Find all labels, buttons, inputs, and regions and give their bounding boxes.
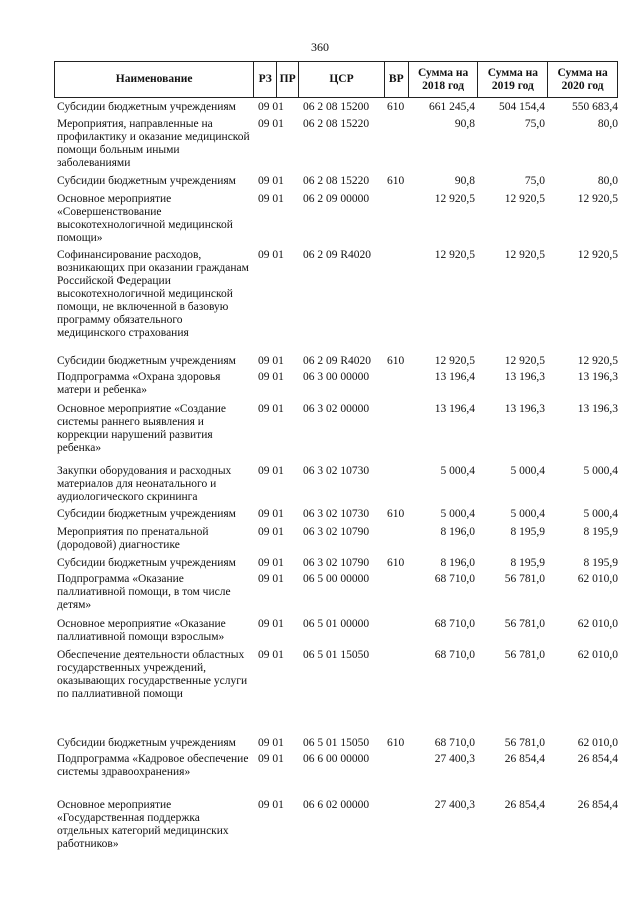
row-sum-2019: 56 781,0 <box>504 618 545 630</box>
row-rz-pr: 09 01 <box>258 753 284 765</box>
row-name: Основное мероприятие «Государственная поддержка отдельных категорий медицинских работников» <box>57 799 229 850</box>
page-number: 360 <box>311 40 329 54</box>
header-rz: РЗ <box>254 62 277 97</box>
row-csr: 06 3 00 00000 <box>303 371 370 383</box>
row-sum-2018: 12 920,5 <box>434 249 475 261</box>
row-sum-2020: 13 196,3 <box>577 403 618 415</box>
row-sum-2019: 12 920,5 <box>504 193 545 205</box>
row-sum-2019: 56 781,0 <box>504 649 545 661</box>
row-rz-pr: 09 01 <box>258 175 284 187</box>
row-name: Субсидии бюджетным учреждениям <box>57 737 236 749</box>
row-csr: 06 2 08 15220 <box>303 175 370 187</box>
row-sum-2018: 8 196,0 <box>440 526 475 538</box>
row-rz-pr: 09 01 <box>258 465 284 477</box>
row-rz-pr: 09 01 <box>258 557 284 569</box>
header-vr: ВР <box>385 62 409 97</box>
row-sum-2018: 68 710,0 <box>434 618 475 630</box>
row-sum-2019: 56 781,0 <box>504 737 545 749</box>
row-sum-2019: 75,0 <box>524 118 545 130</box>
row-sum-2019: 13 196,3 <box>504 371 545 383</box>
row-sum-2020: 80,0 <box>597 175 618 187</box>
row-rz-pr: 09 01 <box>258 799 284 811</box>
row-sum-2018: 12 920,5 <box>434 193 475 205</box>
row-csr: 06 5 00 00000 <box>303 573 370 585</box>
row-sum-2020: 8 195,9 <box>583 557 618 569</box>
row-sum-2020: 62 010,0 <box>577 618 618 630</box>
row-name: Субсидии бюджетным учреждениям <box>57 175 236 187</box>
row-vr: 610 <box>387 557 405 569</box>
row-rz-pr: 09 01 <box>258 193 284 205</box>
table-row <box>54 249 618 355</box>
row-sum-2019: 56 781,0 <box>504 573 545 585</box>
budget-table <box>54 61 618 859</box>
row-name: Субсидии бюджетным учреждениям <box>57 355 236 367</box>
row-csr: 06 5 01 15050 <box>303 649 370 661</box>
header-pr: ПР <box>277 62 299 97</box>
table-row <box>54 101 618 118</box>
row-sum-2019: 13 196,3 <box>504 403 545 415</box>
table-row <box>54 753 618 799</box>
row-csr: 06 2 09 R4020 <box>303 249 372 261</box>
row-vr: 610 <box>387 508 405 520</box>
row-sum-2020: 80,0 <box>597 118 618 130</box>
table-body <box>54 101 618 859</box>
table-row <box>54 557 618 573</box>
row-sum-2020: 13 196,3 <box>577 371 618 383</box>
table-row <box>54 371 618 403</box>
row-csr: 06 2 09 00000 <box>303 193 370 205</box>
row-rz-pr: 09 01 <box>258 101 284 113</box>
row-sum-2019: 12 920,5 <box>504 355 545 367</box>
row-sum-2020: 62 010,0 <box>577 573 618 585</box>
row-csr: 06 2 08 15200 <box>303 101 370 113</box>
row-rz-pr: 09 01 <box>258 508 284 520</box>
row-vr: 610 <box>387 737 405 749</box>
row-sum-2019: 75,0 <box>524 175 545 187</box>
row-sum-2020: 12 920,5 <box>577 249 618 261</box>
row-name: Субсидии бюджетным учреждениям <box>57 557 236 569</box>
row-sum-2018: 12 920,5 <box>434 355 475 367</box>
table-row <box>54 465 618 508</box>
table-row <box>54 355 618 371</box>
row-rz-pr: 09 01 <box>258 403 284 415</box>
row-sum-2018: 13 196,4 <box>434 371 475 383</box>
row-rz-pr: 09 01 <box>258 618 284 630</box>
row-sum-2018: 5 000,4 <box>440 465 475 477</box>
row-sum-2020: 26 854,4 <box>577 753 618 765</box>
row-sum-2020: 12 920,5 <box>577 355 618 367</box>
row-vr: 610 <box>387 355 405 367</box>
table-row <box>54 618 618 649</box>
header-name: Наименование <box>55 62 254 97</box>
table-row <box>54 175 618 193</box>
header-csr: ЦСР <box>299 62 385 97</box>
row-sum-2018: 68 710,0 <box>434 737 475 749</box>
row-sum-2020: 550 683,4 <box>572 101 618 113</box>
row-name: Мероприятия, направленные на профилактику и оказание медицинской помощи больным иными заболеваниями <box>57 118 250 169</box>
row-csr: 06 3 02 10730 <box>303 465 370 477</box>
row-sum-2019: 504 154,4 <box>499 101 545 113</box>
row-vr: 610 <box>387 175 405 187</box>
row-rz-pr: 09 01 <box>258 573 284 585</box>
row-sum-2018: 68 710,0 <box>434 649 475 661</box>
table-row <box>54 508 618 526</box>
row-csr: 06 3 02 00000 <box>303 403 370 415</box>
table-row <box>54 573 618 618</box>
row-name: Основное мероприятие «Совершенствование высокотехнологичной медицинской помощи» <box>57 193 233 244</box>
row-rz-pr: 09 01 <box>258 649 284 661</box>
row-csr: 06 5 01 00000 <box>303 618 370 630</box>
table-row <box>54 799 618 859</box>
table-header <box>54 61 618 98</box>
row-sum-2020: 8 195,9 <box>583 526 618 538</box>
row-name: Основное мероприятие «Создание системы раннего выявления и коррекции нарушений развития ребенка» <box>57 403 227 454</box>
table-row <box>54 649 618 737</box>
row-name: Обеспечение деятельности областных государственных учреждений, оказывающих государственные услуги по паллиативной помощи <box>57 649 248 700</box>
row-csr: 06 3 02 10790 <box>303 557 370 569</box>
row-name: Подпрограмма «Кадровое обеспечение системы здравоохранения» <box>57 753 249 778</box>
row-rz-pr: 09 01 <box>258 118 284 130</box>
row-sum-2018: 8 196,0 <box>440 557 475 569</box>
row-sum-2018: 13 196,4 <box>434 403 475 415</box>
row-sum-2019: 26 854,4 <box>504 753 545 765</box>
row-sum-2019: 8 195,9 <box>510 557 545 569</box>
row-sum-2019: 26 854,4 <box>504 799 545 811</box>
table-row <box>54 737 618 753</box>
row-rz-pr: 09 01 <box>258 526 284 538</box>
row-name: Софинансирование расходов, возникающих при оказании гражданам Российской Федерации высокотехнологичной медицинской помощи, не включенной в базовую программу обязательного медицинского страхования <box>57 249 249 339</box>
table-row <box>54 403 618 465</box>
row-sum-2018: 5 000,4 <box>440 508 475 520</box>
row-sum-2020: 62 010,0 <box>577 649 618 661</box>
row-rz-pr: 09 01 <box>258 355 284 367</box>
row-sum-2018: 661 245,4 <box>429 101 475 113</box>
row-csr: 06 6 02 00000 <box>303 799 370 811</box>
row-sum-2018: 90,8 <box>454 175 475 187</box>
row-rz-pr: 09 01 <box>258 737 284 749</box>
row-sum-2020: 5 000,4 <box>583 465 618 477</box>
row-name: Субсидии бюджетным учреждениям <box>57 101 236 113</box>
header-sum-2020: Сумма на 2020 год <box>557 66 608 92</box>
row-csr: 06 5 01 15050 <box>303 737 370 749</box>
row-sum-2019: 5 000,4 <box>510 465 545 477</box>
row-sum-2020: 5 000,4 <box>583 508 618 520</box>
row-vr: 610 <box>387 101 405 113</box>
row-csr: 06 3 02 10730 <box>303 508 370 520</box>
row-csr: 06 3 02 10790 <box>303 526 370 538</box>
row-sum-2019: 5 000,4 <box>510 508 545 520</box>
row-name: Субсидии бюджетным учреждениям <box>57 508 236 520</box>
row-sum-2020: 12 920,5 <box>577 193 618 205</box>
row-name: Мероприятия по пренатальной (дородовой) диагностике <box>57 526 209 551</box>
row-name: Закупки оборудования и расходных материалов для неонатального и аудиологического скрининга <box>57 465 232 503</box>
header-sum-2019: Сумма на 2019 год <box>478 62 548 97</box>
row-name: Подпрограмма «Охрана здоровья матери и ребенка» <box>57 371 221 396</box>
header-sum-2018: Сумма на 2018 год <box>409 62 479 97</box>
row-sum-2019: 8 195,9 <box>510 526 545 538</box>
row-name: Подпрограмма «Оказание паллиативной помощи, в том числе детям» <box>57 573 231 611</box>
row-rz-pr: 09 01 <box>258 371 284 383</box>
row-sum-2018: 27 400,3 <box>434 753 475 765</box>
table-row <box>54 193 618 249</box>
row-sum-2018: 27 400,3 <box>434 799 475 811</box>
table-row <box>54 118 618 175</box>
row-csr: 06 6 00 00000 <box>303 753 370 765</box>
table-row <box>54 526 618 557</box>
row-sum-2018: 90,8 <box>454 118 475 130</box>
row-sum-2020: 26 854,4 <box>577 799 618 811</box>
row-csr: 06 2 09 R4020 <box>303 355 372 367</box>
row-sum-2020: 62 010,0 <box>577 737 618 749</box>
row-csr: 06 2 08 15220 <box>303 118 370 130</box>
row-sum-2019: 12 920,5 <box>504 249 545 261</box>
row-name: Основное мероприятие «Оказание паллиативной помощи взрослым» <box>57 618 226 643</box>
row-rz-pr: 09 01 <box>258 249 284 261</box>
row-sum-2018: 68 710,0 <box>434 573 475 585</box>
